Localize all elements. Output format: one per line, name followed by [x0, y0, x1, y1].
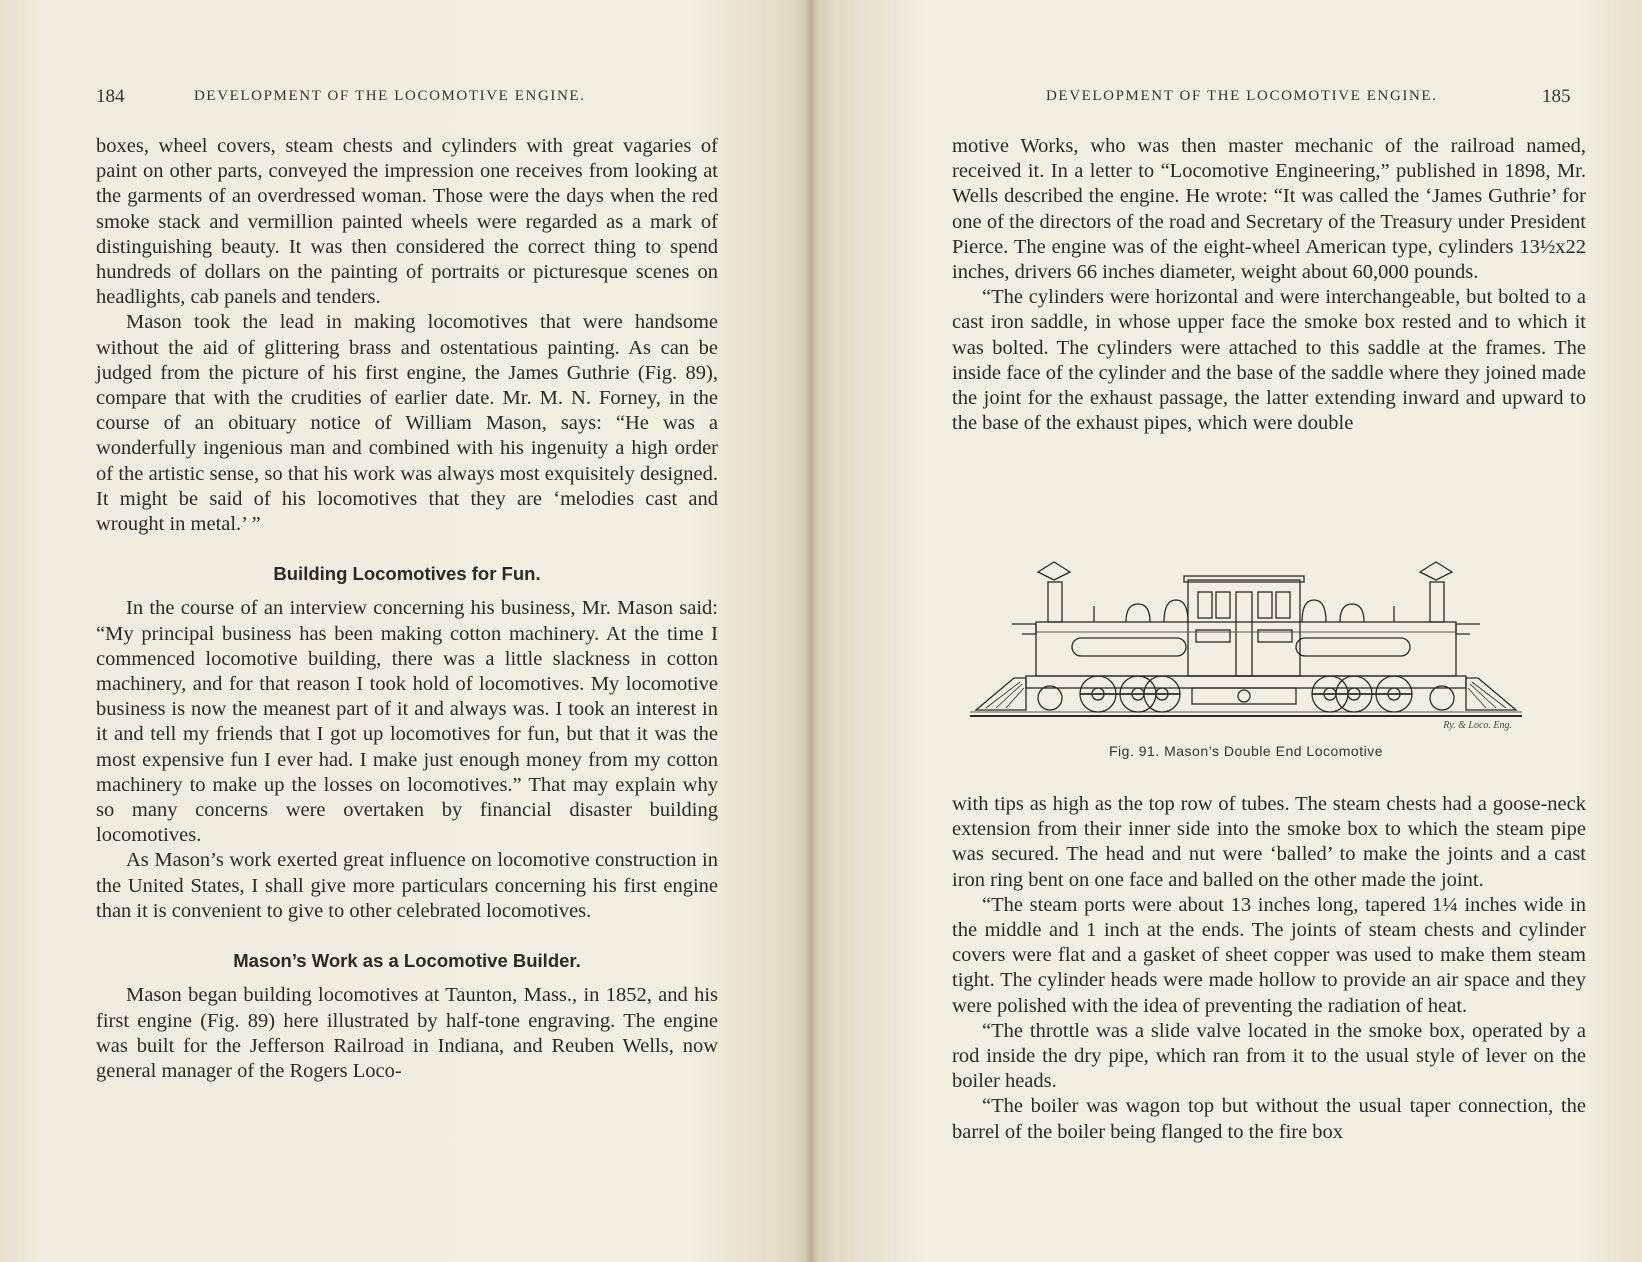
running-head-right: DEVELOPMENT OF THE LOCOMOTIVE ENGINE.: [1046, 88, 1438, 104]
locomotive-illustration: [966, 560, 1526, 740]
paragraph: “The steam ports were about 13 inches long, tapered 1¼ inches wide in the middle and 1 inch at the ends. The joints of steam chests and cylinder covers were flat and a gasket of sheet copper was used to make them steam tight. The cylinder heads were made hollow to provide an air space and they were polished with the idea of preventing the radiation of heat.: [952, 893, 1586, 1017]
paragraph: motive Works, who was then master mechanic of the railroad named, received it. In a letter to “Locomotive Engineering,” published in 1898, Mr. Wells described the engine. He wrote: “It was called the ‘James Guthrie’ for one of the directors of the road and Secretary of the Treasury under President Pierce. The engine was of the eight-wheel American type, cylinders 13½x22 inches, drivers 66 inches diameter, weight about 60,000 pounds.: [952, 135, 1586, 284]
figure-caption: Fig. 91. Mason’s Double End Locomotive: [1109, 743, 1383, 759]
paragraph: In the course of an interview concerning his business, Mr. Mason said: “My principal business has been making cotton machinery. At the time I commenced locomotive building, there was a little slackness in cotton machinery, and for that reason I took hold of locomotives. My locomotive business is now the meanest part of it and always was. I took an interest in it and tell my friends that I got up locomotives for fun, but that it was the most expensive fun I ever had. I make just enough money from my cotton machinery to make up the losses on locomotives.” That may explain why so many concerns were overtaken by financial disaster building locomotives.: [96, 597, 718, 847]
wheel-group-left: [1038, 676, 1180, 712]
paragraph: Mason began building locomotives at Taunton, Mass., in 1852, and his first engine (Fig. 89) here illustrated by half-tone engraving. The engine was built for the Jefferson Railroad in Indiana, and Reuben Wells, now general manager of the Rogers Loco-: [96, 984, 718, 1082]
running-head-left: DEVELOPMENT OF THE LOCOMOTIVE ENGINE.: [194, 88, 586, 104]
page-number-left: 184: [96, 86, 125, 107]
wheel-group-right: [1312, 676, 1454, 712]
paragraph: As Mason’s work exerted great influence on locomotive construction in the United States, I shall give more particulars concerning his first engine than it is convenient to give to other celebrated locomotives.: [96, 849, 718, 922]
paragraph: “The throttle was a slide valve located in the smoke box, operated by a rod inside the dry pipe, which ran from it to the usual style of lever on the boiler heads.: [952, 1019, 1586, 1093]
paragraph: Mason took the lead in making locomotives that were handsome without the aid of glittering brass and ostentatious painting. As can be judged from the picture of his first engine, the James Guthrie (Fig. 89), compare that with the crudities of earlier date. Mr. M. N. Forney, in the course of an obituary notice of William Mason, says: “He was a wonderfully ingenious man and combined with his ingenuity a high order of the artistic sense, so that his work was always most exquisitely designed. It might be said of his locomotives that they are ‘melodies cast and wrought in metal.’ ”: [96, 311, 718, 536]
section-heading: Building Locomotives for Fun.: [273, 563, 541, 585]
book-gutter: [804, 0, 820, 1262]
left-page-text: [96, 134, 718, 1084]
paragraph: “The boiler was wagon top but without the usual taper connection, the barrel of the boiler being flanged to the fire box: [952, 1095, 1586, 1143]
locomotive-figure: [966, 560, 1526, 770]
paragraph: “The cylinders were horizontal and were interchangeable, but bolted to a cast iron saddle, in whose upper face the smoke box rested and to which it was bolted. The cylinders were attached to this saddle at the frames. The inside face of the cylinder and the base of the saddle where they joined made the joint for the exhaust passage, the latter extending inward and upward to the base of the exhaust pipes, which were double: [952, 286, 1586, 435]
right-page-text-bottom: [952, 792, 1586, 1145]
right-page: [812, 0, 1642, 1262]
figure-credit: Ry. & Loco. Eng.: [1443, 720, 1512, 731]
page-number-right: 185: [1542, 86, 1571, 107]
left-page: [0, 0, 812, 1262]
paragraph: boxes, wheel covers, steam chests and cylinders with great vagaries of paint on other parts, conveyed the impression one receives from looking at the garments of an overdressed woman. Those were the days when the red smoke stack and vermillion painted wheels were regarded as a mark of distinguishing beauty. It was then considered the correct thing to spend hundreds of dollars on the painting of portraits or picturesque scenes on headlights, cab panels and tenders.: [96, 135, 718, 309]
paragraph: with tips as high as the top row of tubes. The steam chests had a goose-neck extension from their inner side into the smoke box to which the steam pipe was secured. The head and nut were ‘balled’ to make the joints and a cast iron ring bent on one face and balled on the other made the joint.: [952, 793, 1586, 891]
section-heading: Mason’s Work as a Locomotive Builder.: [233, 950, 581, 972]
right-page-text-top: [952, 134, 1586, 436]
